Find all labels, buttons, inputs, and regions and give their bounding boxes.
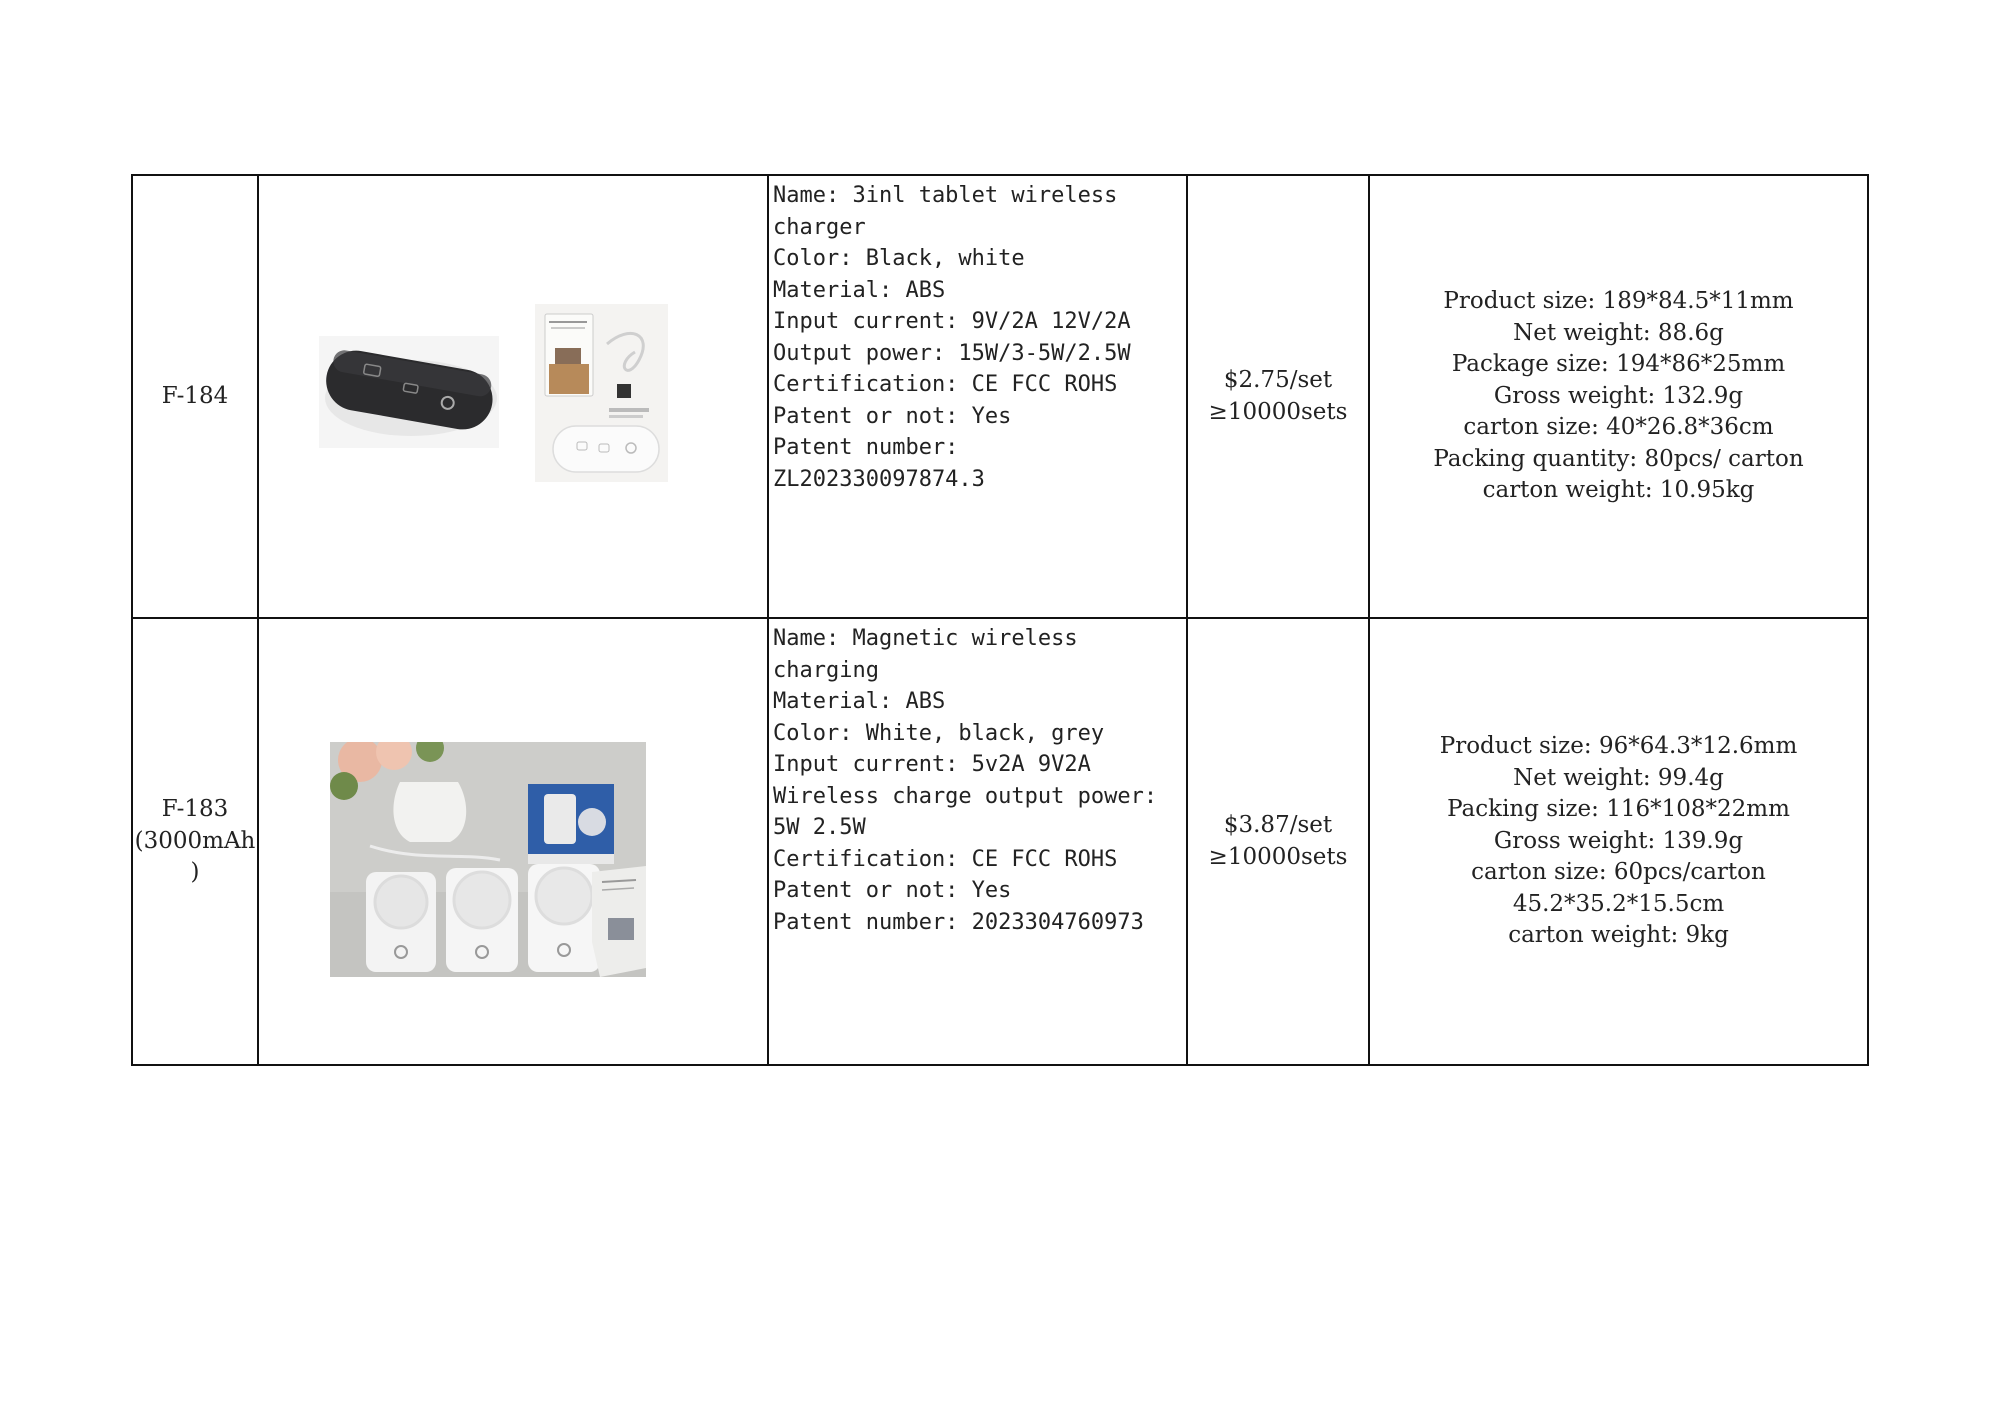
desc-line: Patent number: ZL202330097874.3	[773, 435, 985, 492]
product-description	[768, 618, 1187, 1065]
packing-line: carton size: 40*26.8*36cm	[1463, 414, 1774, 441]
desc-line: Material: ABS	[773, 689, 946, 714]
magnetic-charger-image	[330, 742, 646, 977]
desc-line: Input current: 5v2A 9V2A	[773, 752, 1091, 777]
product-table	[131, 174, 1869, 1066]
product-code: F-184	[161, 382, 229, 409]
desc-line: Name: Magnetic wireless	[773, 626, 1078, 651]
desc-line: Certification: CE FCC ROHS	[773, 372, 1118, 397]
desc-line: Wireless charge output power:	[773, 783, 1158, 809]
packing-line: Gross weight: 132.9g	[1493, 382, 1744, 409]
desc-line: Material: ABS	[773, 277, 946, 303]
product-image-cell	[258, 618, 768, 1065]
table-row	[132, 618, 1868, 1065]
packing-info	[1369, 618, 1868, 1065]
packing-line: Packing size: 116*108*22mm	[1447, 796, 1790, 823]
unit-price: $2.75/set	[1223, 367, 1333, 393]
product-code-cell	[132, 618, 258, 1065]
packing-line: Net weight: 88.6g	[1513, 319, 1724, 346]
packing-line: 45.2*35.2*15.5cm	[1512, 890, 1725, 917]
packing-line: carton weight: 10.95kg	[1482, 477, 1755, 504]
price-cell	[1187, 618, 1369, 1065]
packing-line: Net weight: 99.4g	[1513, 764, 1724, 791]
desc-line: charger	[773, 214, 866, 240]
product-code-cell	[132, 175, 258, 618]
packing-line: Package size: 194*86*25mm	[1451, 351, 1786, 378]
product-code: F-183	[161, 796, 229, 823]
desc-line: Name: 3inl tablet wireless	[773, 183, 1118, 208]
price-cell	[1187, 175, 1369, 618]
minimum-order: ≥10000sets	[1208, 843, 1348, 870]
desc-line: Patent number: 2023304760973	[773, 909, 1144, 935]
desc-line: charging	[773, 657, 879, 683]
desc-line: Output power: 15W/3-5W/2.5W	[773, 340, 1131, 366]
desc-line: Input current: 9V/2A 12V/2A	[773, 309, 1131, 334]
packing-line: carton weight: 9kg	[1508, 922, 1729, 949]
product-description	[768, 175, 1187, 618]
desc-line: Certification: CE FCC ROHS	[773, 846, 1118, 872]
packing-line: carton size: 60pcs/carton	[1471, 859, 1766, 886]
packing-info	[1369, 175, 1868, 618]
packing-line: Product size: 96*64.3*12.6mm	[1439, 733, 1798, 760]
product-image-cell	[258, 175, 768, 618]
packing-line: Gross weight: 139.9g	[1493, 827, 1744, 854]
magnetic-charger-photo	[330, 742, 646, 977]
desc-line: Patent or not: Yes	[773, 403, 1012, 429]
packing-line: Packing quantity: 80pcs/ carton	[1433, 445, 1804, 472]
desc-line: 5W 2.5W	[773, 815, 866, 840]
product-capacity-close: )	[190, 859, 200, 886]
packing-line: Product size: 189*84.5*11mm	[1443, 288, 1794, 315]
charger-pad-photo	[319, 336, 499, 448]
charger-pad-image	[319, 336, 499, 448]
package-image	[535, 304, 668, 482]
desc-line: Color: Black, white	[773, 246, 1025, 271]
desc-line: Patent or not: Yes	[773, 878, 1012, 903]
desc-line: Color: White, black, grey	[773, 720, 1105, 746]
table-row	[132, 175, 1868, 618]
package-photo	[535, 304, 668, 482]
minimum-order: ≥10000sets	[1208, 398, 1348, 425]
product-capacity: (3000mAh	[134, 827, 256, 854]
unit-price: $3.87/set	[1223, 812, 1333, 838]
